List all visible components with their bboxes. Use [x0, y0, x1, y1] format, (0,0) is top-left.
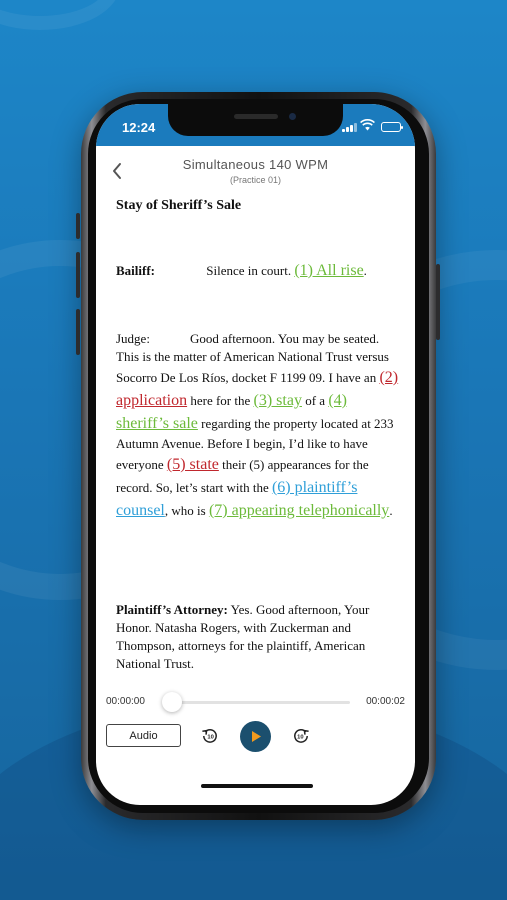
mark-3[interactable]: (3) stay	[253, 392, 302, 409]
transcript-text: here for the	[190, 393, 251, 408]
mark-6[interactable]: (6) plaintiff’s counsel	[116, 479, 358, 519]
page-subtitle: (Practice 01)	[229, 175, 282, 185]
judge-paragraph	[116, 330, 401, 522]
phone-volume-up	[76, 252, 80, 298]
mark-4[interactable]: (4) sheriff’s sale	[116, 392, 347, 432]
transcript-text: .	[363, 263, 367, 278]
total-time: 00:00:02	[366, 696, 405, 707]
signal-icon	[342, 123, 357, 132]
audio-player	[96, 689, 415, 769]
nav-header	[96, 146, 415, 194]
progress-thumb[interactable]	[162, 692, 182, 712]
document-title: Stay of Sheriff’s Sale	[116, 198, 242, 213]
mark-1[interactable]: (1) All rise	[294, 262, 364, 279]
transcript-panel[interactable]	[115, 194, 401, 679]
mark-7[interactable]: (7) appearing telephonically	[208, 502, 390, 519]
play-icon	[250, 730, 262, 743]
transcript-text: Silence in court.	[206, 263, 292, 278]
rewind-10-button[interactable]	[200, 726, 220, 746]
forward-10-button[interactable]	[291, 726, 311, 746]
transcript-text: regarding the property located at 233 Autumn Avenue. Before I begin, I’d like to have everyone	[116, 416, 394, 472]
phone-volume-down	[76, 309, 80, 355]
mark-2[interactable]: (2) application	[116, 369, 399, 409]
mark-5[interactable]: (5) state	[166, 456, 219, 473]
notch	[168, 104, 343, 136]
speaker-grille	[234, 114, 278, 119]
wifi-icon	[360, 119, 375, 131]
home-indicator[interactable]	[201, 784, 313, 788]
front-camera	[289, 113, 296, 120]
svg-text:10: 10	[297, 734, 304, 741]
current-time: 00:00:00	[106, 696, 145, 707]
speaker-label: Plaintiff’s Attorney:	[116, 602, 228, 617]
phone-power-button	[436, 264, 440, 340]
play-button[interactable]	[240, 721, 271, 752]
battery-icon	[381, 122, 401, 132]
bailiff-paragraph	[116, 262, 401, 280]
progress-track[interactable]	[172, 701, 350, 704]
status-time: 12:24	[122, 120, 156, 135]
phone-mute-switch	[76, 213, 80, 239]
transcript-text: .	[389, 503, 393, 518]
speaker-label: Bailiff:	[116, 263, 155, 278]
page-title: Simultaneous 140 WPM	[182, 157, 329, 172]
transcript-text: of a	[305, 393, 326, 408]
transcript-text: Yes. Good afternoon, Your Honor. Natasha Rogers, with Zuckerman and Thompson, attorneys for the plaintiff, American National Trust.	[116, 602, 370, 671]
audio-button[interactable]: Audio	[106, 724, 181, 747]
forward-10-icon	[291, 726, 311, 746]
transcript-text: , who is	[164, 503, 206, 518]
transcript-text: Good afternoon. You may be seated. This is the matter of American National Trust versus Socorro De Los Ríos, docket F 1199 09. I have an	[116, 331, 389, 385]
transcript-text: their (5) appearances for the record. So, let’s start with the	[116, 457, 369, 495]
background-decoration	[0, 0, 120, 30]
rewind-10-icon	[200, 726, 220, 746]
app-screen	[96, 104, 415, 805]
svg-text:10: 10	[207, 734, 214, 741]
status-bar	[96, 104, 415, 146]
speaker-label: Judge:	[116, 331, 150, 346]
attorney-paragraph	[116, 601, 401, 673]
